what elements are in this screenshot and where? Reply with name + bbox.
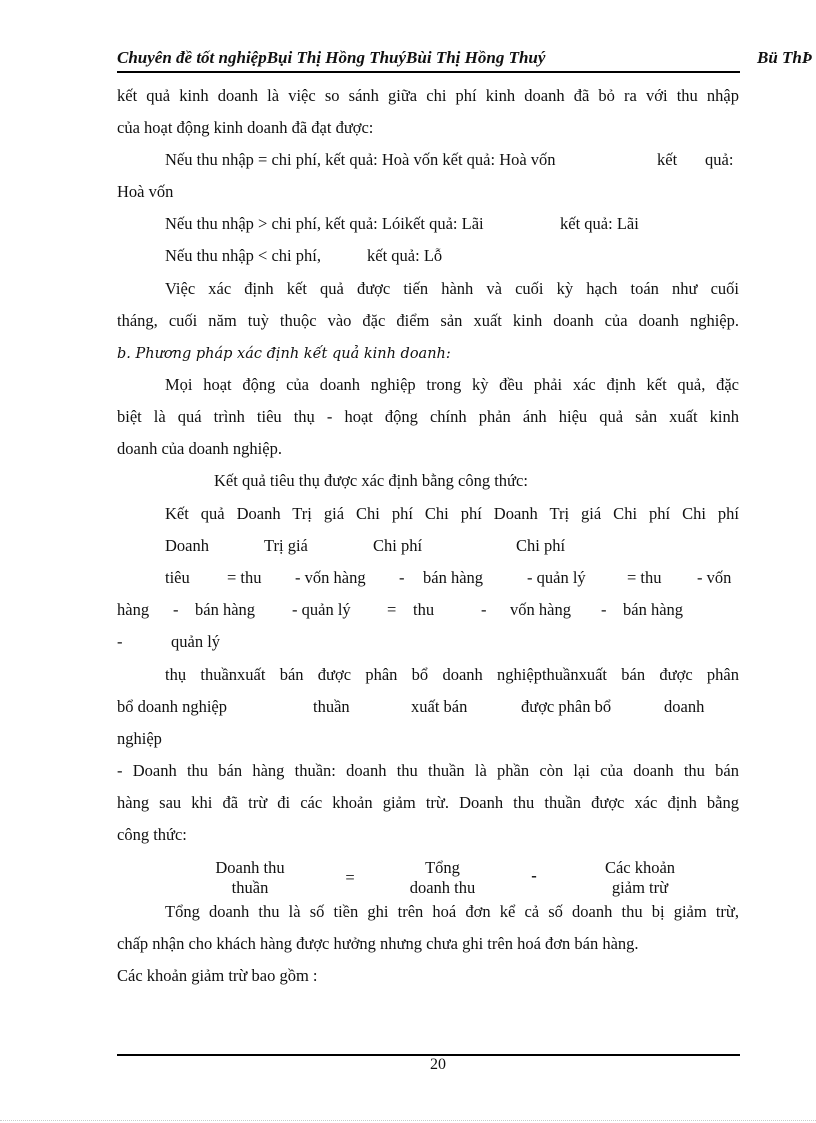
formula-fragment: quản lý <box>171 632 221 651</box>
paragraph-fragment: kết <box>657 150 678 169</box>
header-rule <box>117 71 740 73</box>
formula-fragment: = thu <box>627 568 662 587</box>
formula-fragment: Chi phí <box>373 536 423 555</box>
formula-fragment: - <box>117 632 123 651</box>
formula-fragment: Chi phí <box>516 536 566 555</box>
paragraph-line: Kết quả tiêu thụ được xác định bằng công thức: <box>214 471 528 490</box>
formula-term-bottom: giảm trừ <box>611 878 669 897</box>
formula-fragment: - <box>173 600 179 619</box>
formula-fragment: = <box>387 600 397 619</box>
section-heading: b. Phương pháp xác định kết quả kinh doanh: <box>117 346 451 362</box>
paragraph-line: Tổng doanh thu là số tiền ghi trên hoá đơn kể cả số doanh thu bị giảm trừ, <box>165 902 739 921</box>
formula-fragment: vốn hàng <box>510 600 571 619</box>
formula-fragment: được phân bổ <box>521 697 612 716</box>
formula-fragment: bán hàng <box>423 568 484 587</box>
formula-fragment: Doanh <box>165 536 209 555</box>
formula-fragment: bán hàng <box>623 600 684 619</box>
formula-fragment: hàng <box>117 600 150 619</box>
paragraph-fragment: kết quả: Lãi <box>560 214 639 233</box>
header-title: Chuyên đề tốt nghiệpBụi Thị Hồng ThuýBùi Thị Hồng Thuý <box>117 48 546 67</box>
formula-fragment: - <box>399 568 405 587</box>
formula-equals: = <box>345 868 355 887</box>
formula-minus: - <box>531 866 537 885</box>
formula-fragment: thuần <box>313 697 350 716</box>
paragraph-line: Nếu thu nhập > chi phí, kết quả: Lóikết quả: Lãi <box>165 214 484 233</box>
page-number: 20 <box>430 1056 446 1073</box>
formula-term-top: Doanh thu <box>215 858 285 877</box>
formula-line: thụ thuầnxuất bán được phân bổ doanh nghiệpthuầnxuất bán được phân <box>165 665 739 684</box>
paragraph-line: Nếu thu nhập < chi phí, <box>165 246 321 265</box>
paragraph-line: của hoạt động kinh doanh đã đạt được: <box>117 118 374 137</box>
formula-fragment: = thu <box>227 568 262 587</box>
paragraph-line: Mọi hoạt động của doanh nghiệp trong kỳ đều phải xác định kết quả, đặc <box>165 375 739 394</box>
paragraph-line: kết quả kinh doanh là việc so sánh giữa chi phí kinh doanh đã bỏ ra với thu nhập <box>117 86 739 105</box>
formula-term-deductions <box>580 858 700 898</box>
paragraph-line: biệt là quá trình tiêu thụ - hoạt động chính phản ánh hiệu quả sản xuất kinh <box>117 407 739 426</box>
formula-fragment: bổ doanh nghiệp <box>117 697 227 716</box>
paragraph-line: chấp nhận cho khách hàng được hưởng nhưng chưa ghi trên hoá đơn bán hàng. <box>117 934 639 953</box>
paragraph-line: tháng, cuối năm tuỳ thuộc vào đặc điểm sản xuất kinh doanh của doanh nghiệp. <box>117 311 739 330</box>
paragraph-fragment: kết quả: Lỗ <box>367 246 443 265</box>
formula-fragment: Trị giá <box>264 536 308 555</box>
page-header <box>117 48 816 72</box>
formula-fragment: tiêu <box>165 568 190 587</box>
formula-fragment: - quản lý <box>527 568 586 587</box>
formula-fragment: - <box>601 600 607 619</box>
paragraph-line: Các khoản giảm trừ bao gồm : <box>117 966 318 985</box>
formula-fragment: - vốn hàng <box>295 568 366 587</box>
paragraph-line: Việc xác định kết quả được tiến hành và cuối kỳ hạch toán như cuối <box>165 279 739 298</box>
formula-fragment: bán hàng <box>195 600 256 619</box>
formula-term-net-revenue <box>190 858 310 898</box>
paragraph-line: doanh của doanh nghiệp. <box>117 439 282 458</box>
paragraph-line: công thức: <box>117 825 187 844</box>
formula-fragment: doanh <box>664 697 705 716</box>
formula-fragment: thu <box>413 600 435 619</box>
paragraph-fragment: quả: <box>705 150 734 169</box>
formula-line: nghiệp <box>117 729 162 748</box>
formula-term-top: Tổng <box>425 858 460 877</box>
formula-term-top: Các khoản <box>604 858 676 877</box>
formula-line: Kết quả Doanh Trị giá Chi phí Chi phí Doanh Trị giá Chi phí Chi phí <box>165 504 739 523</box>
formula-term-bottom: thuần <box>231 878 269 897</box>
page-boundary <box>0 1120 816 1121</box>
formula-fragment: xuất bán <box>411 697 468 716</box>
paragraph-line: hàng sau khi đã trừ đi các khoản giảm trừ. Doanh thu thuần được xác định bằng <box>117 793 739 812</box>
paragraph-line: Hoà vốn <box>117 182 174 201</box>
paragraph-line: Nếu thu nhập = chi phí, kết quả: Hoà vốn kết quả: Hoà vốn <box>165 150 556 169</box>
header-author: Bü ThÞ <box>757 48 813 67</box>
formula-fragment: - vốn <box>697 568 732 587</box>
formula-fragment: - <box>481 600 487 619</box>
paragraph-line: - Doanh thu bán hàng thuần: doanh thu thuần là phần còn lại của doanh thu bán <box>117 761 739 780</box>
formula-term-total-revenue <box>380 858 505 898</box>
formula-fragment: - quản lý <box>292 600 351 619</box>
formula-term-bottom: doanh thu <box>409 878 476 897</box>
